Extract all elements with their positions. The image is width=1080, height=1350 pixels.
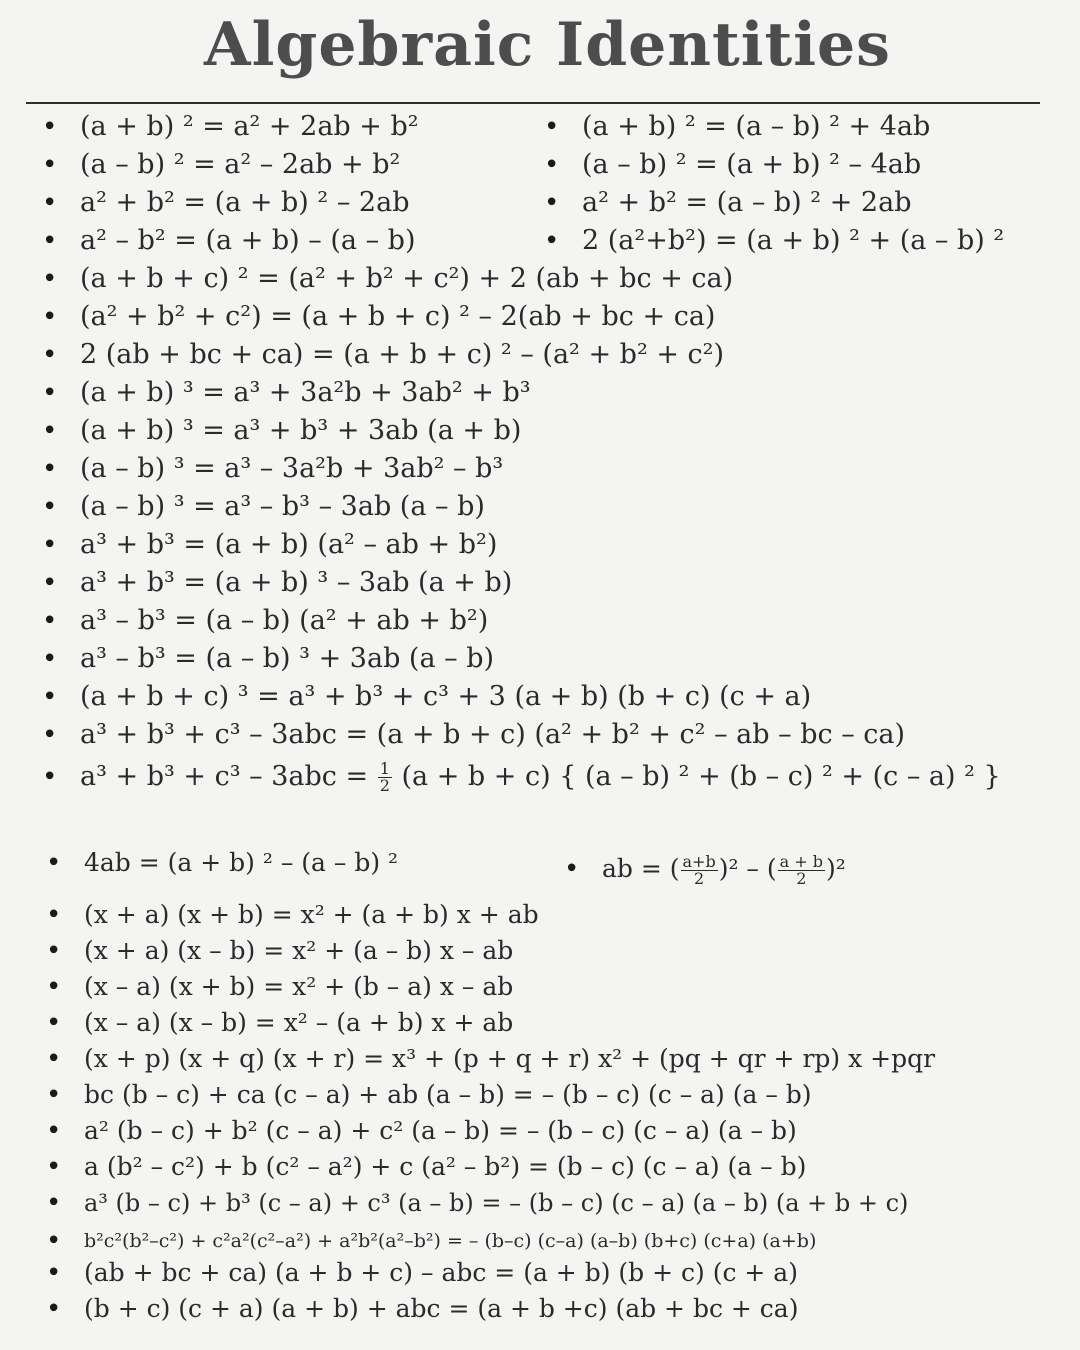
identity-item: • bc (b – c) + ca (c – a) + ab (a – b) = – (b – c) (c – a) (a – b) [84,1078,812,1112]
identity-item: • (a + b) ² = a² + 2ab + b² [80,110,419,144]
fraction-denominator: 2 [694,869,705,888]
identity-item: • a³ – b³ = (a – b) (a² + ab + b²) [80,604,488,638]
identity-item: • (b + c) (c + a) (a + b) + abc = (a + b +c) (ab + bc + ca) [84,1292,798,1326]
identity-item: • (a – b) ³ = a³ – b³ – 3ab (a – b) [80,490,485,524]
fraction-half [378,761,392,794]
identity-item-ab [602,852,846,887]
identity-item: • a² (b – c) + b² (c – a) + c² (a – b) = – (b – c) (c – a) (a – b) [84,1114,797,1148]
identity-item: • a (b² – c²) + b (c² – a²) + c (a² – b²) = (b – c) (c – a) (a – b) [84,1150,806,1184]
identity-item: • 2 (a²+b²) = (a + b) ² + (a – b) ² [582,224,1004,258]
identity-item: • (a + b + c) ³ = a³ + b³ + c³ + 3 (a + b) (b + c) (c + a) [80,680,811,714]
identity-item: • (ab + bc + ca) (a + b + c) – abc = (a + b) (b + c) (c + a) [84,1256,798,1290]
fraction-denominator: 2 [796,869,807,888]
identity-item: • a³ + b³ = (a + b) (a² – ab + b²) [80,528,497,562]
identity-item: • a³ + b³ + c³ – 3abc = (a + b + c) (a² + b² + c² – ab – bc – ca) [80,718,905,752]
ab-end: )² [826,854,846,883]
identity-item: • (a – b) ² = a² – 2ab + b² [80,148,400,182]
identity-item: • (x + a) (x – b) = x² + (a – b) x – ab [84,934,513,968]
identity-item: • (a + b + c) ² = (a² + b² + c²) + 2 (ab + bc + ca) [80,262,733,296]
fraction-numerator: a + b [779,852,823,871]
identity-lhs: a³ + b³ + c³ – 3abc = [80,761,369,792]
identity-item: • (a – b) ² = (a + b) ² – 4ab [582,148,921,182]
identity-item: • a² + b² = (a – b) ² + 2ab [582,186,911,220]
fraction-numerator: a+b [682,852,716,871]
identity-item: • (a + b) ² = (a – b) ² + 4ab [582,110,930,144]
identity-item: • (x – a) (x – b) = x² – (a + b) x + ab [84,1006,513,1040]
fraction-a-plus-b-over-2 [681,854,718,887]
identity-item: • (x + a) (x + b) = x² + (a + b) x + ab [84,898,539,932]
identity-item: • a³ (b – c) + b³ (c – a) + c³ (a – b) = – (b – c) (c – a) (a – b) (a + b + c) [84,1186,908,1220]
identity-item: • (a + b) ³ = a³ + 3a²b + 3ab² + b³ [80,376,531,410]
fraction-a-plus-b-over-2 [778,854,825,887]
identity-item: • (x + p) (x + q) (x + r) = x³ + (p + q + r) x² + (pq + qr + rp) x +pqr [84,1042,935,1076]
identity-item: • 4ab = (a + b) ² – (a – b) ² [84,846,398,880]
page-title: Algebraic Identities [204,10,891,80]
identity-item-half [80,760,1001,794]
identity-item: • (a – b) ³ = a³ – 3a²b + 3ab² – b³ [80,452,503,486]
identity-item: • (x – a) (x + b) = x² + (b – a) x – ab [84,970,513,1004]
fraction-denominator: 2 [379,776,390,795]
identity-item: • (a + b) ³ = a³ + b³ + 3ab (a + b) [80,414,521,448]
ab-mid: )² – ( [718,854,777,883]
title-divider [26,102,1040,104]
fraction-numerator: 1 [379,759,390,778]
identity-item: • a² – b² = (a + b) – (a – b) [80,224,416,258]
identity-item: • a² + b² = (a + b) ² – 2ab [80,186,409,220]
identity-item: • (a² + b² + c²) = (a + b + c) ² – 2(ab + bc + ca) [80,300,715,334]
ab-lhs: ab = ( [602,854,680,883]
identity-rhs: (a + b + c) { (a – b) ² + (b – c) ² + (c – a) ² } [401,761,1001,792]
identity-item: • a³ – b³ = (a – b) ³ + 3ab (a – b) [80,642,494,676]
identity-item: • a³ + b³ = (a + b) ³ – 3ab (a + b) [80,566,512,600]
identity-item: • b²c²(b²–c²) + c²a²(c²–a²) + a²b²(a²–b²) = – (b–c) (c–a) (a–b) (b+c) (c+a) (a+b) [84,1224,816,1258]
identity-item: • 2 (ab + bc + ca) = (a + b + c) ² – (a² + b² + c²) [80,338,724,372]
